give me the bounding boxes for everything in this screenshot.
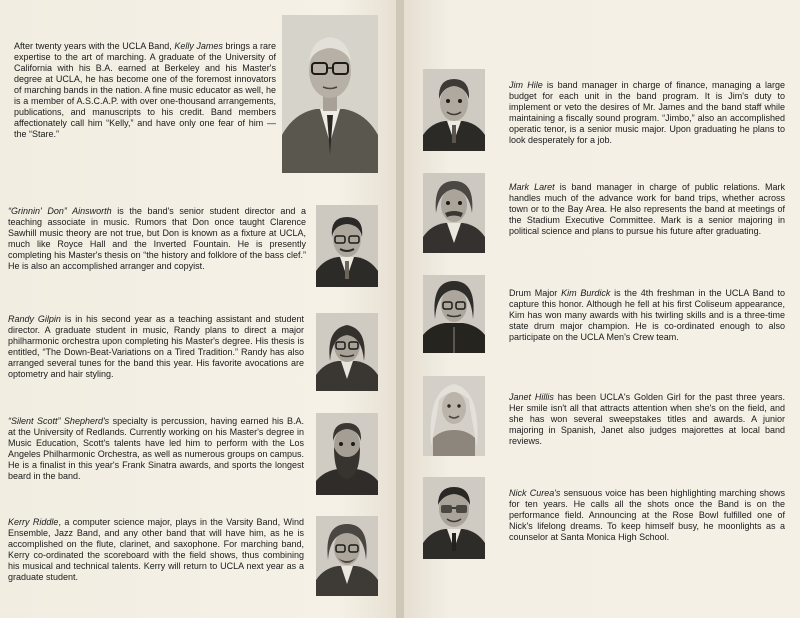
bio-jim-hile: Jim Hile is band manager in charge of finance, managing a large budget for each unit in the band program. It is Jim's duty to implement or veto the desires of Mr. James and the band staff while maintaining a fiscally sound program. “Jimbo,” also an accomplished operatic tenor, is a senior music major. Upon graduating he plans to look desperately for a job. bbox=[509, 80, 785, 145]
portrait-photo-jim-hile bbox=[423, 69, 485, 151]
portrait-kerry-riddle-icon bbox=[316, 516, 378, 596]
portrait-photo-kerry-riddle bbox=[316, 516, 378, 596]
bio-kelly-james: After twenty years with the UCLA Band, Kelly James brings a rare expertise to the art of marching. A graduate of the University of California with his B.A. earned at Berkeley and his Master's degree at UCLA, he has become one of the foremost innovators of marching bands in the nation. A fine music educator as well, he is a member of A.S.C.A.P. with over one-thousand arrangements, publications, and manuscripts to his credit. Band members affectionately call him “Kelly,” and have only one fear of him — the “Stare.” bbox=[14, 41, 277, 139]
portrait-photo-nick-curea bbox=[423, 477, 485, 559]
portrait-kelly-james-icon bbox=[282, 15, 378, 173]
portrait-photo-don-ainsworth bbox=[316, 205, 378, 287]
page-gutter bbox=[396, 0, 404, 618]
bio-name: Jim Hile bbox=[509, 80, 543, 90]
bio-kerry-riddle: Kerry Riddle, a computer science major, plays in the Varsity Band, Wind Ensemble, Jazz Band, and any other band that will have him, as he is accomplished on the flute, clarinet, and saxophone. For marching band, Kerry co-ordinated the scoreboard with the field shows, thus combining his musical and technical talents. Kerry will return to UCLA next year as a graduate student. bbox=[8, 517, 304, 582]
portrait-photo-kim-burdick bbox=[423, 275, 485, 353]
portrait-photo-kelly-james bbox=[282, 15, 378, 173]
portrait-mark-laret-icon bbox=[423, 173, 485, 253]
bio-name: Nick Curea's bbox=[509, 488, 561, 498]
bio-kim-burdick: Drum Major Kim Burdick is the 4th freshman in the UCLA Band to capture this honor. Although he fell at his first Coliseum appearance, Kim has won many awards with his twirling skills and is a three-time state drum major champion. He is co-ordinated enough to also participate on the UCLA Men's Crew team. bbox=[509, 288, 785, 342]
bio-randy-gilpin: Randy Gilpin is in his second year as a teaching assistant and student director. A graduate student in music, Randy plans to direct a major philharmonic orchestra upon completing his Master's degree. His thesis is entitled, “The Down-Beat-Variations on a Tired Tradition.” Randy has also arranged several tunes for the band this year. His favorite avocations are optometry and hair styling. bbox=[8, 314, 304, 379]
portrait-janet-hillis-icon bbox=[423, 376, 485, 456]
portrait-don-ainsworth-icon bbox=[316, 205, 378, 287]
bio-name: “Silent Scott” Shepherd's bbox=[8, 416, 110, 426]
bio-scott-shepherd: “Silent Scott” Shepherd's specialty is percussion, having earned his B.A. at the University of Redlands. Currently working on his Master's degree in Music Education, Scott's talents have led him to perform with the Los Angeles Philharmonic Orchestra, as well as numerous groups on campus. He is a finalist in this year's Frank Sinatra awards, and sports the longest beard in the band. bbox=[8, 416, 304, 481]
bio-don-ainsworth: “Grinnin' Don” Ainsworth is the band's senior student director and a teaching associate in music. Rumors that Don once taught Clarence Sawhill music theory are not true, but Don is known as a fixture at UCLA, much like Royce Hall and the Inverted Fountain. He is presently completing his Master's thesis on “the history and folklore of the bass clef.” He is also an accomplished arranger and copyist. bbox=[8, 206, 306, 271]
bio-name: Kerry Riddle bbox=[8, 517, 59, 527]
portrait-photo-janet-hillis bbox=[423, 376, 485, 456]
portrait-scott-shepherd-icon bbox=[316, 413, 378, 495]
bio-name: Randy Gilpin bbox=[8, 314, 61, 324]
bio-name: Janet Hillis bbox=[509, 392, 554, 402]
portrait-kim-burdick-icon bbox=[423, 275, 485, 353]
bio-mark-laret: Mark Laret is band manager in charge of public relations. Mark handles much of the advance work for band trips, whether across town or to the Bay Area. He also represents the band at meetings of the Stadium Executive Committee. Mark is a senior majoring in political science and plans to pursue his future after graduating. bbox=[509, 182, 786, 236]
bio-nick-curea: Nick Curea's sensuous voice has been highlighting marching shows for ten years. He calls all the shots once the Band is on the performance field. Announcing at the Rose Bowl fulfilled one of Nick's lifelong dreams. To keep himself busy, he moonlights as a counselor at Santa Monica High School. bbox=[509, 488, 785, 542]
portrait-photo-scott-shepherd bbox=[316, 413, 378, 495]
bio-name: Kelly James bbox=[174, 41, 223, 51]
bio-name: Kim Burdick bbox=[561, 288, 611, 298]
portrait-randy-gilpin-icon bbox=[316, 313, 378, 391]
portrait-photo-mark-laret bbox=[423, 173, 485, 253]
portrait-photo-randy-gilpin bbox=[316, 313, 378, 391]
portrait-jim-hile-icon bbox=[423, 69, 485, 151]
bio-name: Mark Laret bbox=[509, 182, 555, 192]
portrait-nick-curea-icon bbox=[423, 477, 485, 559]
bio-name: “Grinnin' Don” Ainsworth bbox=[8, 206, 112, 216]
bio-janet-hillis: Janet Hillis has been UCLA's Golden Girl for the past three years. Her smile isn't all that attracts attention when she's on the field, and she has won several sweepstakes titles and awards. A junior majoring in Spanish, Janet also judges majorettes at local band reviews. bbox=[509, 392, 786, 446]
